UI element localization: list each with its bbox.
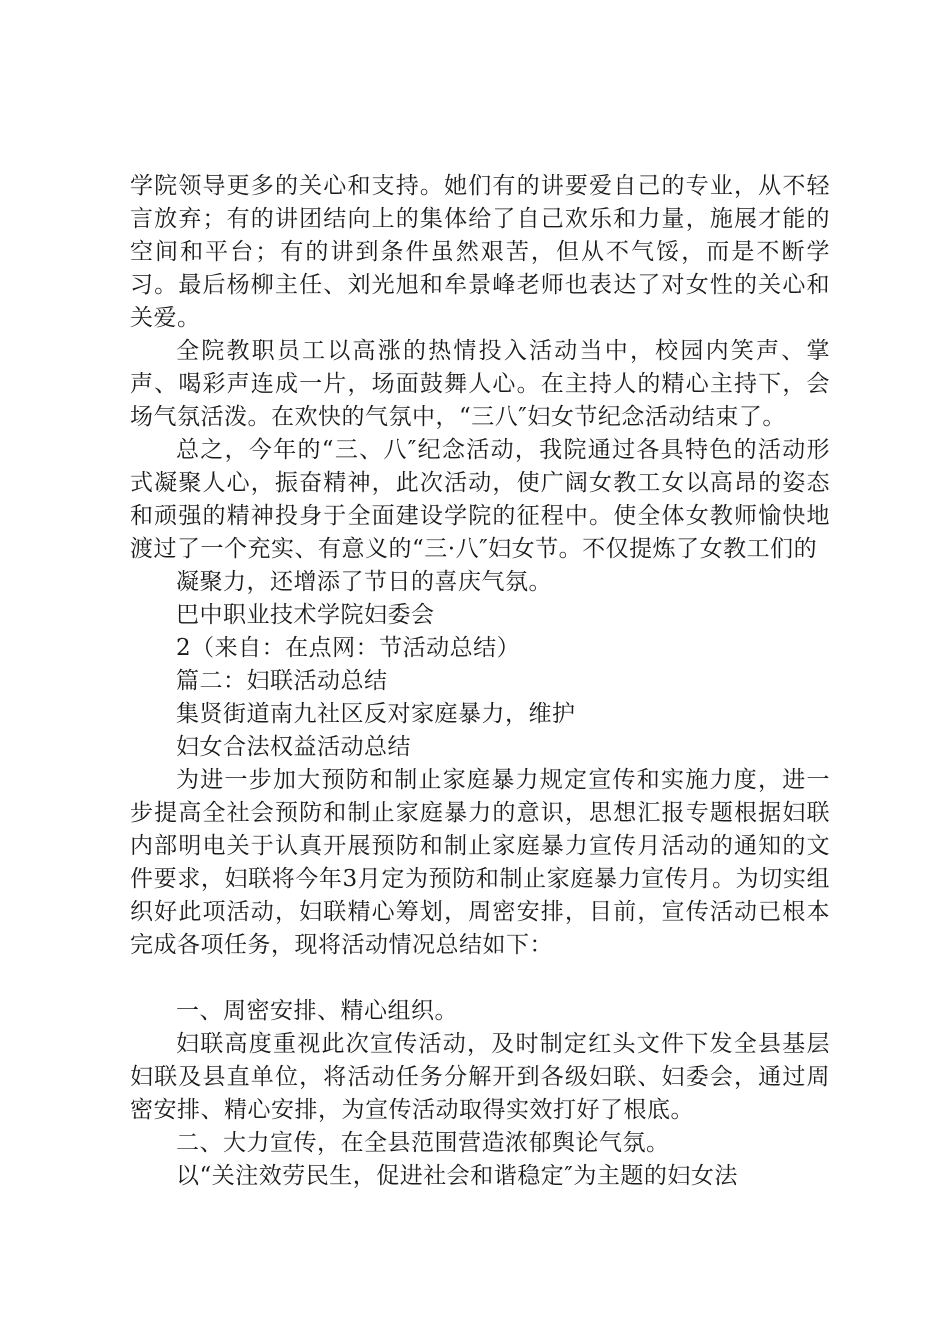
report-title-line-2: 妇女合法权益活动总结 [176,734,411,760]
signature-committee: 巴中职业技术学院妇委会 [176,602,435,628]
section-heading-part-two: 篇二：妇联活动总结 [176,668,388,694]
paragraph-section-two-start: 以“关注效劳民生，促进社会和谐稳定″为主题的妇女法 [176,1163,738,1189]
paragraph-summary: 总之，今年的“三、八″纪念活动，我院通过各具特色的活动形式凝聚人心，振奋精神，此次活动，使广阔女教工女以高昂的姿态和顽强的精神投身于全面建设学院的征程中。使全体女教师愉快地渡过了一个充实、有意义的“三·八″妇女节。不仅提炼了女教工们的 [130,437,830,562]
source-note: 2（来自：在点网：节活动总结） [176,635,521,661]
report-title-line-1: 集贤街道南九社区反对家庭暴力，维护 [176,701,576,727]
paragraph-leaders-support: 学院领导更多的关心和支持。她们有的讲要爱自己的专业，从不轻言放弃；有的讲团结向上的集体给了自己欢乐和力量，施展才能的空间和平台；有的讲到条件虽然艰苦，但从不气馁，而是不断学习。最后杨柳主任、刘光旭和牟景峰老师也表达了对女性的关心和关爱。 [130,173,830,331]
heading-section-one: 一、周密安排、精心组织。 [176,998,458,1024]
document-body [130,170,830,1193]
blank-line [130,962,830,995]
paragraph-cohesion: 凝聚力，还增添了节日的喜庆气氛。 [176,569,552,595]
heading-section-two: 二、大力宣传，在全县范围营造浓郁舆论气氛。 [176,1130,670,1156]
paragraph-section-one: 妇联高度重视此次宣传活动，及时制定红头文件下发全县基层妇联及县直单位，将活动任务分解开到各级妇联、妇委会，通过周密安排、精心安排，为宣传活动取得实效打好了根底。 [130,1031,830,1123]
paragraph-introduction: 为进一步加大预防和制止家庭暴力规定宣传和实施力度，进一步提高全社会预防和制止家庭暴力的意识，思想汇报专题根据妇联内部明电关于认真开展预防和制止家庭暴力宣传月活动的通知的文件要求，妇联将今年3月定为预防和制止家庭暴力宣传月。为切实组织好此项活动，妇联精心筹划，周密安排，目前，宣传活动已根本完成各项任务，现将活动情况总结如下： [130,767,830,958]
paragraph-staff-enthusiasm: 全院教职员工以高涨的热情投入活动当中，校园内笑声、掌声、喝彩声连成一片，场面鼓舞人心。在主持人的精心主持下，会场气氛活泼。在欢快的气氛中，“三八″妇女节纪念活动结束了。 [130,338,830,430]
